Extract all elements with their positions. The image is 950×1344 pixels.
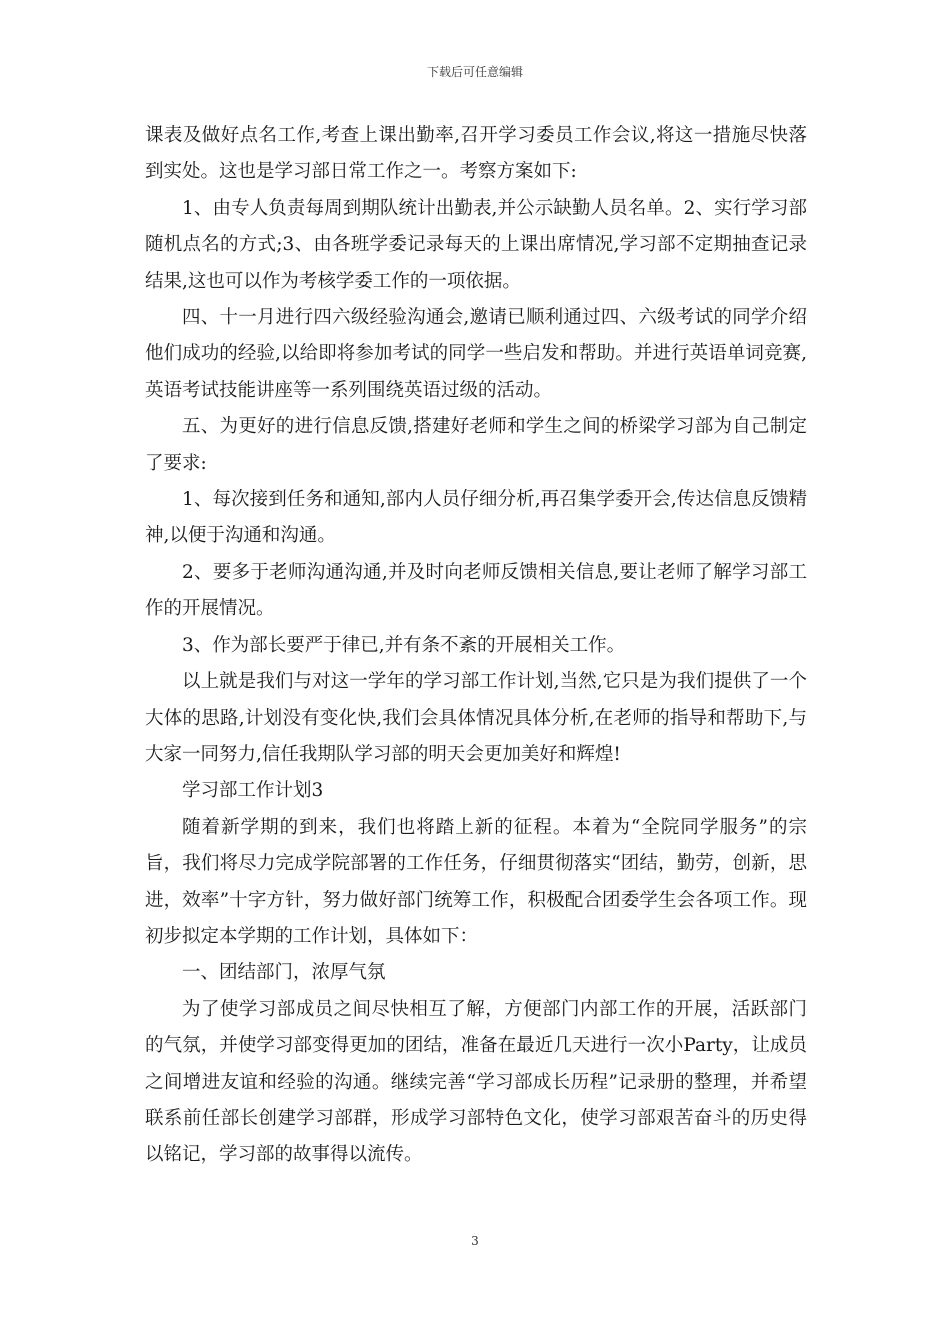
page-number: 3 [471,1234,479,1248]
document-body [145,118,807,1174]
paragraph-2: 1、由专人负责每周到期队统计出勤表,并公示缺勤人员名单。2、实行学习部随机点名的方式;3、由各班学委记录每天的上课出席情况,学习部不定期抽查记录结果,这也可以作为考核学委工作的一项依据。 [145,197,807,292]
subheading-unite-department: 一、团结部门，浓厚气氛 [182,962,386,984]
paragraph-10: 随着新学期的到来，我们也将踏上新的征程。本着为“全院同学服务”的宗旨，我们将尽力完成学院部署的工作任务，仔细贯彻落实“团结，勤劳，创新，思进，效率”十字方针，努力做好部门统筹工作，积极配合团委学生会各项工作。现初步拟定本学期的工作计划，具体如下： [145,816,807,947]
paragraph-7: 3、作为部长要严于律已,并有条不紊的开展相关工作。 [182,634,626,656]
paragraph-5: 1、每次接到任务和通知,部内人员仔细分析,再召集学委开会,传达信息反馈精神,以便于沟通和沟通。 [145,489,807,547]
paragraph-12: 为了使学习部成员之间尽快相互了解，方便部门内部工作的开展，活跃部门的气氛，并使学习部变得更加的团结，准备在最近几天进行一次小Party，让成员之间增进友谊和经验的沟通。继续完善“学习部成长历程”记录册的整理，并希望联系前任部长创建学习部群，形成学习部特色文化，使学习部艰苦奋斗的历史得以铭记，学习部的故事得以流传。 [145,998,807,1166]
paragraph-8: 以上就是我们与对这一学年的学习部工作计划,当然,它只是为我们提供了一个大体的思路,计划没有变化快,我们会具体情况具体分析,在老师的指导和帮助下,与大家一同努力,信任我期队学习部的明天会更加美好和辉煌! [145,671,807,765]
page-header: 下载后可任意编辑 [426,65,523,79]
paragraph-6: 2、要多于老师沟通沟通,并及时向老师反馈相关信息,要让老师了解学习部工作的开展情况。 [145,561,807,620]
section-heading-plan-3: 学习部工作计划3 [182,780,324,802]
paragraph-4: 五、为更好的进行信息反馈,搭建好老师和学生之间的桥梁学习部为自己制定了要求: [145,416,807,474]
paragraph-1: 课表及做好点名工作,考查上课出勤率,召开学习委员工作会议,将这一措施尽快落到实处。这也是学习部日常工作之一。考察方案如下: [145,125,807,183]
paragraph-3: 四、十一月进行四六级经验沟通会,邀请已顺利通过四、六级考试的同学介绍他们成功的经验,以给即将参加考试的同学一些启发和帮助。并进行英语单词竞赛,英语考试技能讲座等一系列围绕英语过级的活动。 [145,307,807,401]
